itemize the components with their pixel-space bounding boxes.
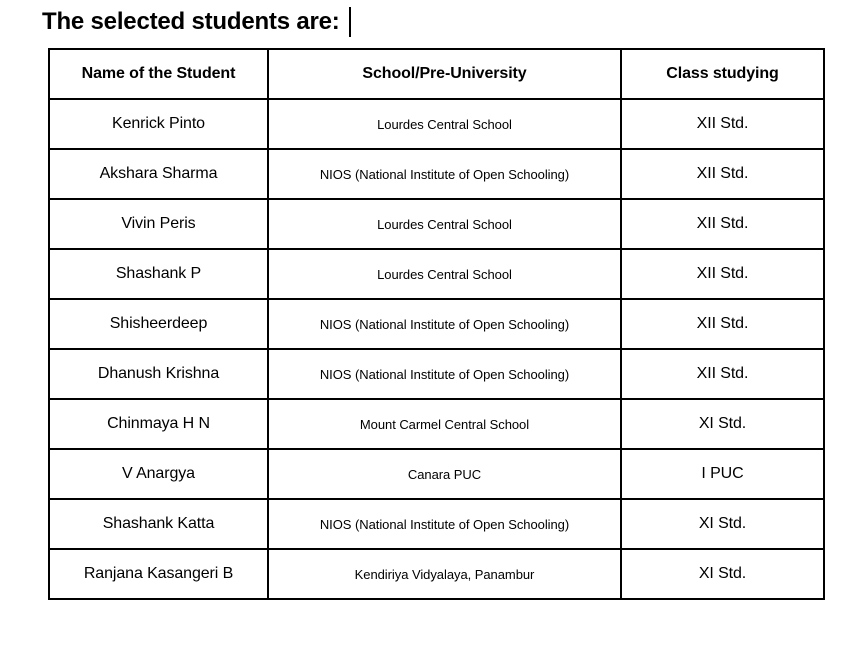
cell-student-school: NIOS (National Institute of Open Schooling) (268, 299, 621, 349)
cell-student-class: XII Std. (621, 99, 824, 149)
table-row (49, 449, 824, 499)
cell-student-class: XI Std. (621, 399, 824, 449)
table-row (49, 199, 824, 249)
cell-student-name: Shashank Katta (49, 499, 268, 549)
selected-students-table (48, 48, 825, 600)
column-header-class: Class studying (621, 49, 824, 99)
text-cursor-caret[interactable] (349, 7, 351, 37)
cell-student-name: Kenrick Pinto (49, 99, 268, 149)
table-row (49, 249, 824, 299)
cell-student-name: V Anargya (49, 449, 268, 499)
cell-student-school: Lourdes Central School (268, 249, 621, 299)
students-table-container (48, 48, 823, 600)
cell-student-name: Vivin Peris (49, 199, 268, 249)
column-header-school: School/Pre-University (268, 49, 621, 99)
table-row (49, 99, 824, 149)
table-row (49, 149, 824, 199)
table-row (49, 299, 824, 349)
table-row (49, 399, 824, 449)
cell-student-class: XII Std. (621, 149, 824, 199)
cell-student-name: Ranjana Kasangeri B (49, 549, 268, 599)
cell-student-school: NIOS (National Institute of Open Schooling) (268, 499, 621, 549)
table-body (49, 99, 824, 599)
cell-student-school: NIOS (National Institute of Open Schooling) (268, 149, 621, 199)
table-row (49, 349, 824, 399)
page-title: The selected students are: (42, 8, 340, 35)
table-row (49, 499, 824, 549)
table-row (49, 549, 824, 599)
document-heading-line (42, 4, 351, 40)
cell-student-class: XII Std. (621, 199, 824, 249)
cell-student-school: NIOS (National Institute of Open Schooling) (268, 349, 621, 399)
cell-student-class: XII Std. (621, 299, 824, 349)
cell-student-school: Lourdes Central School (268, 99, 621, 149)
cell-student-name: Akshara Sharma (49, 149, 268, 199)
cell-student-school: Kendiriya Vidyalaya, Panambur (268, 549, 621, 599)
table-header (49, 49, 824, 99)
cell-student-class: XI Std. (621, 499, 824, 549)
cell-student-class: XII Std. (621, 349, 824, 399)
column-header-name: Name of the Student (49, 49, 268, 99)
cell-student-school: Canara PUC (268, 449, 621, 499)
cell-student-name: Dhanush Krishna (49, 349, 268, 399)
cell-student-class: I PUC (621, 449, 824, 499)
cell-student-name: Shisheerdeep (49, 299, 268, 349)
cell-student-class: XI Std. (621, 549, 824, 599)
cell-student-school: Lourdes Central School (268, 199, 621, 249)
cell-student-name: Shashank P (49, 249, 268, 299)
cell-student-school: Mount Carmel Central School (268, 399, 621, 449)
cell-student-name: Chinmaya H N (49, 399, 268, 449)
cell-student-class: XII Std. (621, 249, 824, 299)
table-header-row (49, 49, 824, 99)
